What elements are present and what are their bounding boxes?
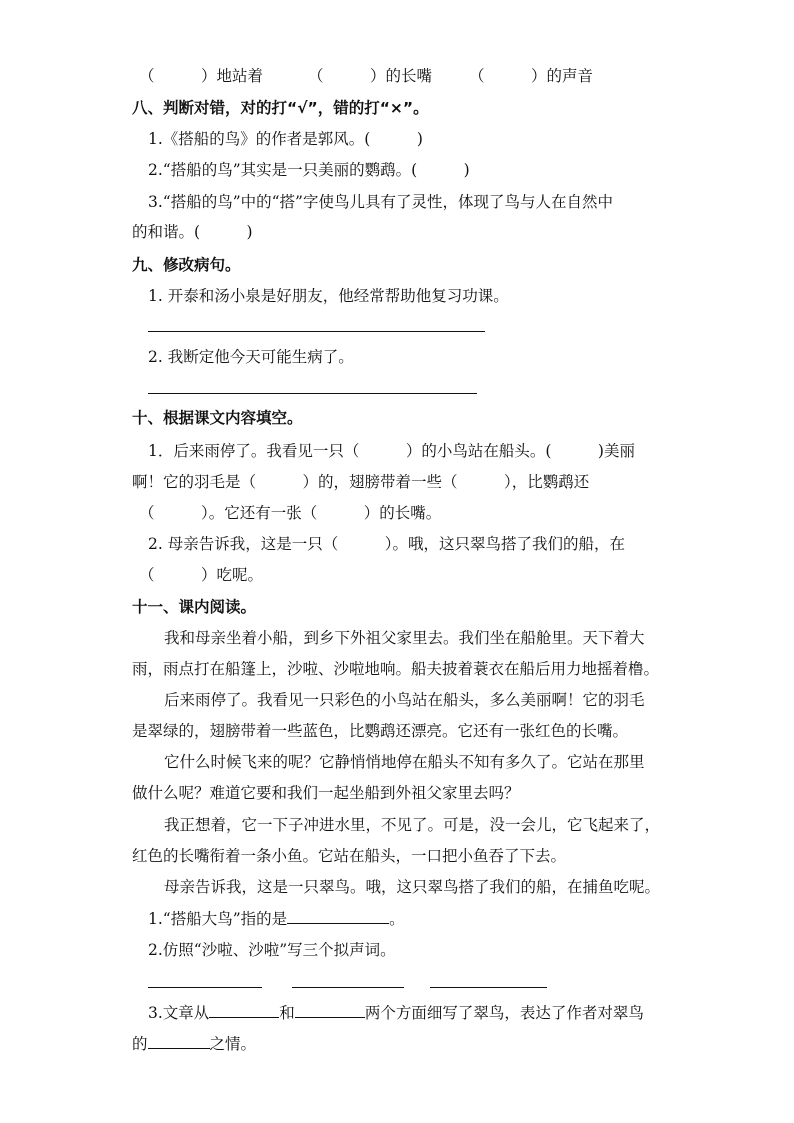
- reading-q1: [148, 909, 405, 929]
- reading-p4-line2: 红色的长嘴衔着一条小鱼。它站在船头，一口把小鱼吞了下去。: [132, 847, 567, 865]
- reading-q3-text-e: 之情。: [209, 1035, 257, 1053]
- section-8-q2: 2.“搭船的鸟”其实是一只美丽的鹦鹉。( ): [148, 161, 470, 179]
- section-8-q3-line2: 的和谐。( ): [132, 223, 253, 241]
- section-10-line1: 1．后来雨停了。我看见一只（ ）的小鸟站在船头。( )美丽: [148, 442, 635, 460]
- reading-q3-text-c: 两个方面细写了翠鸟，表达了作者对翠鸟: [364, 1004, 644, 1022]
- reading-q1-end: 。: [389, 910, 405, 928]
- section-9-q2-answer-line[interactable]: [148, 393, 477, 394]
- section-9-q1-answer-line[interactable]: [148, 331, 485, 332]
- reading-p4-line1: 我正想着，它一下子冲进水里，不见了。可是，没一会儿，它飞起来了，: [164, 816, 661, 834]
- top-blank-3: （ ）的声音: [469, 67, 594, 85]
- reading-p3-line1: 它什么时候飞来的呢？它静悄悄地停在船头不知有多久了。它站在那里: [164, 753, 645, 771]
- section-10-line4: 2. 母亲告诉我，这是一只（ ）。哦，这只翠鸟搭了我们的船，在: [148, 535, 625, 553]
- section-10-line2: 啊！它的羽毛是（ ）的，翅膀带着一些（ ），比鹦鹉还: [132, 473, 590, 491]
- reading-q3-text-b: 和: [279, 1004, 295, 1022]
- reading-q1-blank[interactable]: [287, 909, 389, 924]
- reading-p1-line1: 我和母亲坐着小船，到乡下外祖父家里去。我们坐在船舱里。天下着大: [164, 629, 645, 647]
- reading-q1-text: 1.“搭船大鸟”指的是: [148, 910, 288, 928]
- section-8-q1: 1.《搭船的鸟》的作者是郭风。( ): [148, 130, 423, 148]
- reading-p3-line2: 做什么呢？难道它要和我们一起坐船到外祖父家里去吗？: [132, 784, 520, 802]
- reading-p5: 母亲告诉我，这是一只翠鸟。哦，这只翠鸟搭了我们的船，在捕鱼吃呢。: [164, 878, 661, 896]
- section-8-q3-line1: 3.“搭船的鸟”中的“搭”字使鸟儿具有了灵性，体现了鸟与人在自然中: [148, 193, 613, 211]
- reading-q3-text-d: 的: [132, 1035, 148, 1053]
- section-9-heading: 九、修改病句。: [132, 256, 241, 274]
- reading-q2-blank-1[interactable]: [148, 987, 262, 988]
- section-9-q2: 2. 我断定他今天可能生病了。: [148, 348, 354, 366]
- reading-p1-line2: 雨，雨点打在船篷上，沙啦、沙啦地响。船夫披着蓑衣在船后用力地摇着橹。: [132, 660, 660, 678]
- reading-q2: 2.仿照“沙啦、沙啦”写三个拟声词。: [148, 941, 396, 959]
- section-10-heading: 十、根据课文内容填空。: [132, 409, 303, 427]
- reading-q3-text-a: 3.文章从: [148, 1004, 210, 1022]
- reading-q3-blank-1[interactable]: [209, 1003, 279, 1018]
- reading-q2-blank-3[interactable]: [430, 987, 547, 988]
- section-11-heading: 十一、课内阅读。: [132, 598, 257, 616]
- section-10-line5: （ ）吃呢。: [139, 566, 264, 584]
- reading-p2-line2: 是翠绿的，翅膀带着一些蓝色，比鹦鹉还漂亮。它还有一张红色的长嘴。: [132, 722, 629, 740]
- reading-q3-line2: [132, 1034, 256, 1054]
- reading-q3-blank-2[interactable]: [295, 1003, 365, 1018]
- reading-q3-line1: [148, 1003, 644, 1023]
- reading-q2-blank-2[interactable]: [292, 987, 404, 988]
- top-blank-1: （ ）地站着: [139, 67, 264, 85]
- reading-p2-line1: 后来雨停了。我看见一只彩色的小鸟站在船头，多么美丽啊！它的羽毛: [164, 691, 645, 709]
- top-blank-2: （ ）的长嘴: [308, 67, 433, 85]
- reading-q3-blank-3[interactable]: [148, 1034, 210, 1049]
- section-9-q1: 1. 开泰和汤小泉是好朋友，他经常帮助他复习功课。: [148, 287, 509, 305]
- section-8-heading: 八、判断对错，对的打“√”，错的打“×”。: [132, 99, 429, 117]
- section-10-line3: （ ）。它还有一张（ ）的长嘴。: [139, 504, 442, 522]
